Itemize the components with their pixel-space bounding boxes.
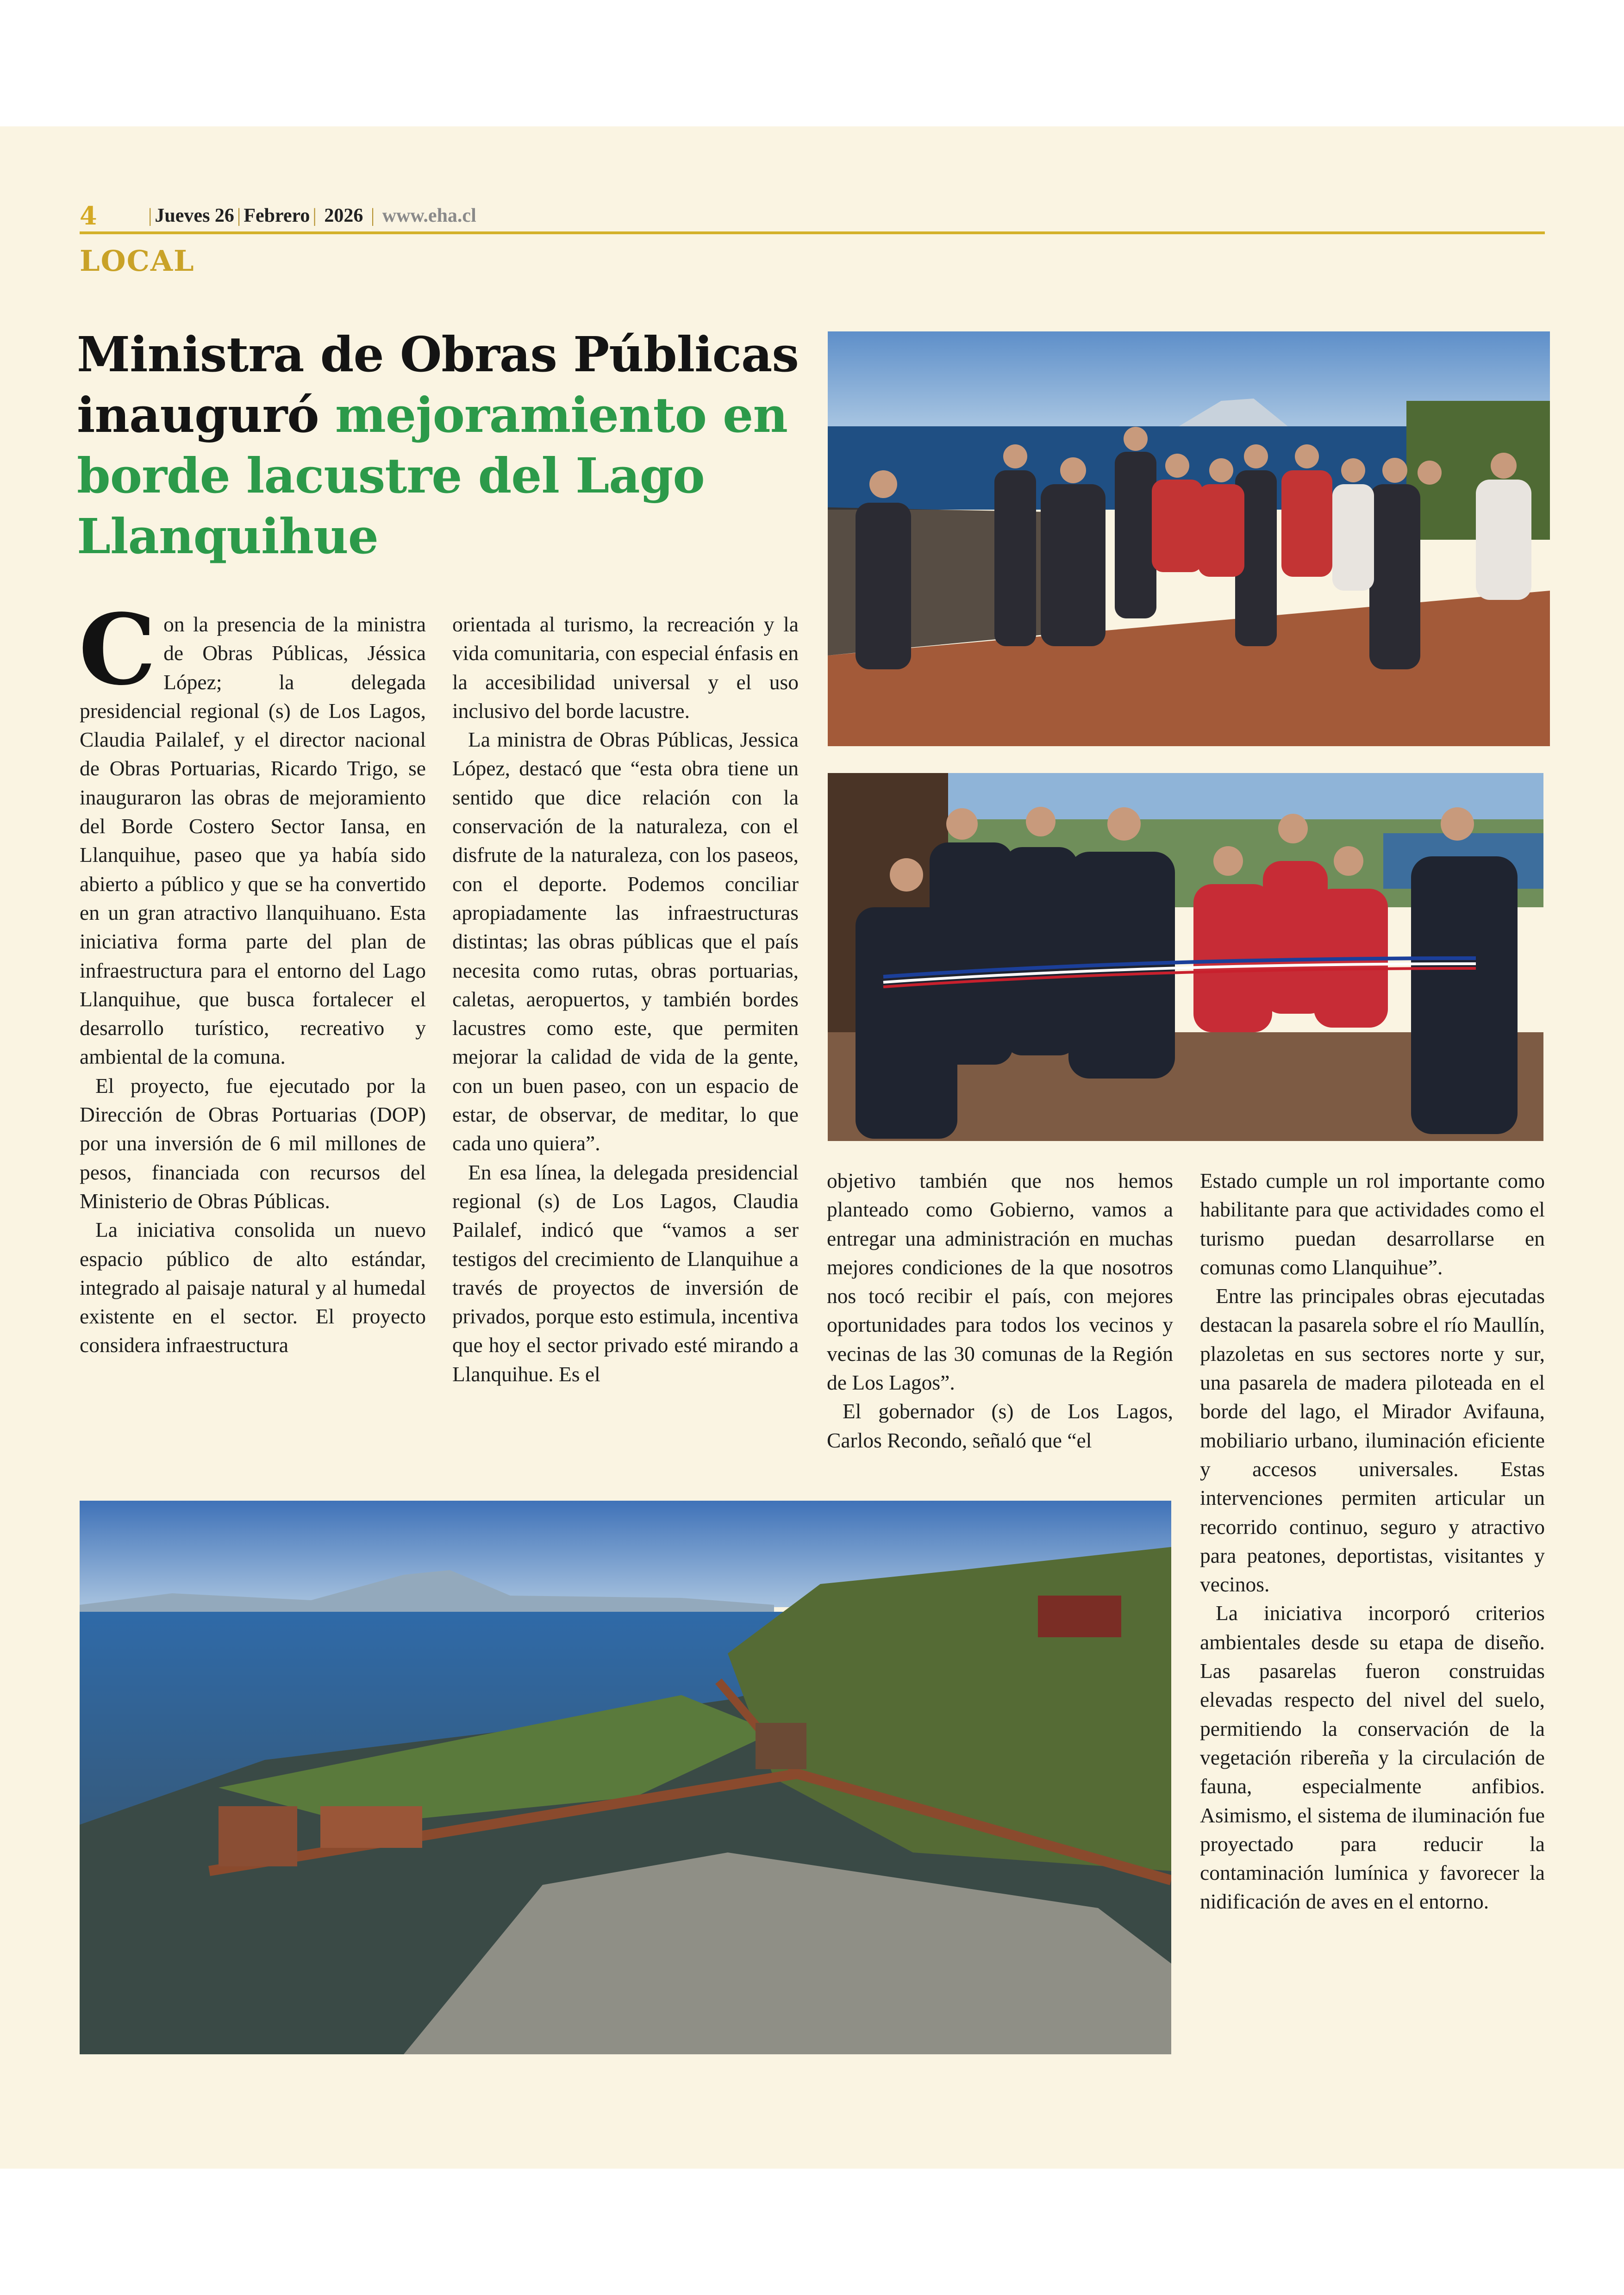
- photo-aerial-pier: [80, 1501, 1171, 2054]
- header-weekday: Jueves 26: [155, 205, 234, 226]
- section-label: LOCAL: [80, 244, 195, 278]
- paragraph: La iniciativa incorporó criterios ambientales desde su etapa de diseño. Las pasarelas fueron construidas elevadas respecto del nivel del suelo, permitiendo la conservación de la vegetación ribereña y la circulación de fauna, especialmente anfibios. Asimismo, el sistema de iluminación fue proyectado para reducir la contaminación lumínica y favorecer la nidificación de aves en el entorno.: [1200, 1601, 1545, 1914]
- header-year: 2026: [324, 205, 363, 226]
- article-column-4: [1200, 1166, 1545, 1916]
- page-number: 4: [80, 201, 97, 231]
- article-headline: [77, 324, 818, 567]
- photo-group-boardwalk: [828, 331, 1550, 746]
- article-column-2: [452, 610, 799, 1389]
- paragraph: El gobernador (s) de Los Lagos, Carlos Recondo, señaló que “el: [827, 1399, 1173, 1452]
- paragraph: El proyecto, fue ejecutado por la Dirección de Obras Portuarias (DOP) por una inversión de 6 mil millones de pesos, financiada con recursos del Ministerio de Obras Públicas.: [80, 1073, 426, 1213]
- drop-cap: C: [79, 592, 156, 707]
- paragraph: La iniciativa consolida un nuevo espacio público de alto estándar, integrado al paisaje natural y al humedal existente en el sector. El proyecto considera infraestructura: [80, 1218, 426, 1357]
- header-website[interactable]: www.eha.cl: [382, 205, 476, 226]
- photo-ribbon-cutting: [828, 773, 1543, 1141]
- paragraph: Estado cumple un rol importante como habilitante para que actividades como el turismo puedan desarrollarse en comunas como Llanquihue”.: [1200, 1169, 1545, 1279]
- article-column-1: [79, 592, 426, 1360]
- paragraph: En esa línea, la delegada presidencial regional (s) de Los Lagos, Claudia Pailalef, indicó que “vamos a ser testigos del crecimiento de Llanquihue a través de proyectos de inversión de privados, porque esto estimula, incentiva que hoy el sector privado esté mirando a Llanquihue. Es el: [452, 1160, 799, 1386]
- header-month: Febrero: [244, 205, 310, 226]
- paragraph: objetivo también que nos hemos planteado como Gobierno, vamos a entregar una administración en muchas mejores condiciones de la que nosotros nos tocó recibir el país, con mejores oportunidades para todos los vecinos y vecinas de las 30 comunas de la Región de Los Lagos”.: [827, 1169, 1173, 1395]
- paragraph: Entre las principales obras ejecutadas destacan la pasarela sobre el río Maullín, plazoletas en sus sectores norte y sur, una pasarela de madera piloteada en el borde del lago, el Mirador Avifauna, mobiliario urbano, iluminación eficiente y accesos universales. Estas intervenciones permiten articular un recorrido continuo, seguro y atractivo para peatones, deportistas, visitantes y vecinos.: [1200, 1284, 1545, 1597]
- paragraph: [79, 592, 426, 1072]
- page-header: [80, 199, 1545, 234]
- headline-part-green: mejoramiento en borde lacustre del Lago Llanquihue: [77, 387, 787, 565]
- article-column-3: [827, 1166, 1173, 1455]
- header-date: | Jueves 26 | Febrero | 2026 | www.eha.cl: [148, 205, 476, 226]
- headline-part-black: Ministra de Obras Públicas inauguró: [77, 326, 799, 443]
- paragraph: La ministra de Obras Públicas, Jessica López, destacó que “esta obra tiene un sentido que dice relación con la conservación de la naturaleza, con el disfrute de la naturaleza, con los paseos, con el deporte. Podemos conciliar apropiadamente las infraestructuras distintas; las obras públicas que el país necesita como rutas, obras portuarias, caletas, aeropuertos, y también bordes lacustres como este, que permiten mejorar la calidad de vida de la gente, con un buen paseo, con un espacio de estar, de observar, de meditar, lo que cada uno quiera”.: [452, 728, 799, 1155]
- paragraph: orientada al turismo, la recreación y la vida comunitaria, con especial énfasis en la accesibilidad universal y el uso inclusivo del borde lacustre.: [452, 612, 799, 723]
- paragraph-text: on la presencia de la ministra de Obras Públicas, Jéssica López; la delegada presidencial regional (s) de Los Lagos, Claudia Pailalef, y el director nacional de Obras Portuarias, Ricardo Trigo, se inauguraron las obras de mejoramiento del Borde Costero Sector Iansa, en Llanquihue, paseo que ya había sido abierto a público y que se ha convertido en un gran atractivo llanquihuano. Esta iniciativa forma parte del plan de infraestructura para el entorno del Lago Llanquihue, que busca fortalecer el desarrollo turístico, recreativo y ambiental de la comuna.: [80, 612, 426, 1069]
